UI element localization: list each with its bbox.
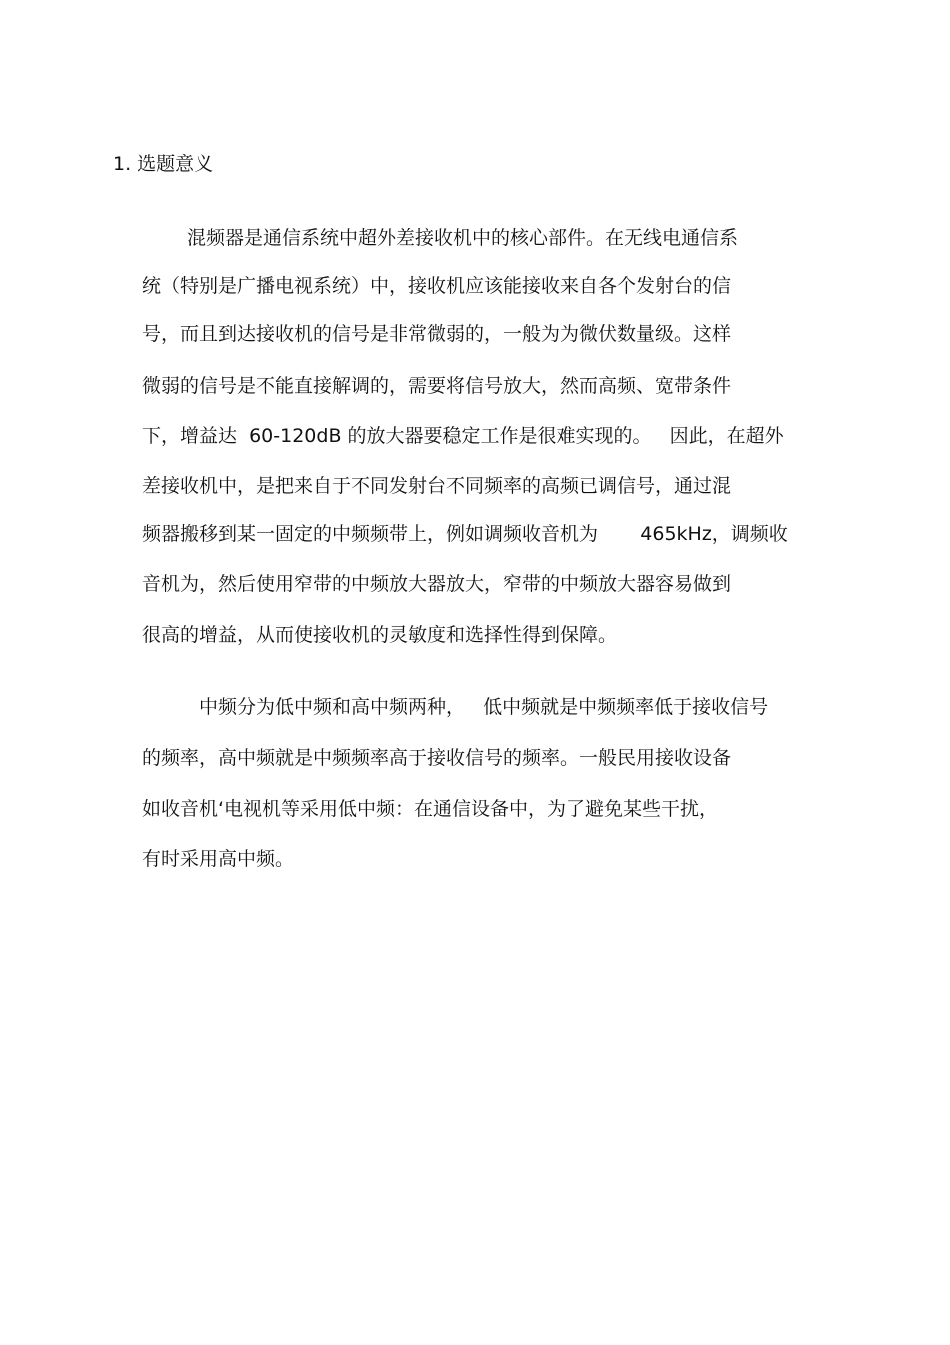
paragraph-2-line: 如收音机‘电视机等采用低中频：在通信设备中，为了避免某些干扰，	[142, 798, 719, 820]
paragraph-1-line: 音机为，然后使用窄带的中频放大器放大，窄带的中频放大器容易做到	[142, 573, 732, 595]
paragraph-1-line: 差接收机中，是把来自于不同发射台不同频率的高频已调信号，通过混	[142, 475, 732, 497]
paragraph-1-line: 下，增益达 60-120dB 的放大器要稳定工作是很难实现的。 因此，在超外	[142, 425, 784, 447]
paragraph-2-line: 有时采用高中频。	[142, 848, 295, 870]
paragraph-1-line: 统（特别是广播电视系统）中，接收机应该能接收来自各个发射台的信	[142, 275, 732, 297]
paragraph-2-line: 中频分为低中频和高中频两种， 低中频就是中频频率低于接收信号	[199, 696, 769, 718]
section-heading: 1. 选题意义	[113, 153, 214, 175]
paragraph-1-line: 微弱的信号是不能直接解调的，需要将信号放大，然而高频、宽带条件	[142, 375, 732, 397]
paragraph-2-line: 的频率，高中频就是中频频率高于接收信号的频率。一般民用接收设备	[142, 747, 732, 769]
paragraph-1-line: 频器搬移到某一固定的中频频带上，例如调频收音机为 465kHz，调频收	[142, 523, 788, 545]
paragraph-1-line: 很高的增益，从而使接收机的灵敏度和选择性得到保障。	[142, 624, 618, 646]
paragraph-1-line: 混频器是通信系统中超外差接收机中的核心部件。在无线电通信系	[187, 227, 739, 249]
paragraph-1-line: 号，而且到达接收机的信号是非常微弱的，一般为为微伏数量级。这样	[142, 323, 732, 345]
